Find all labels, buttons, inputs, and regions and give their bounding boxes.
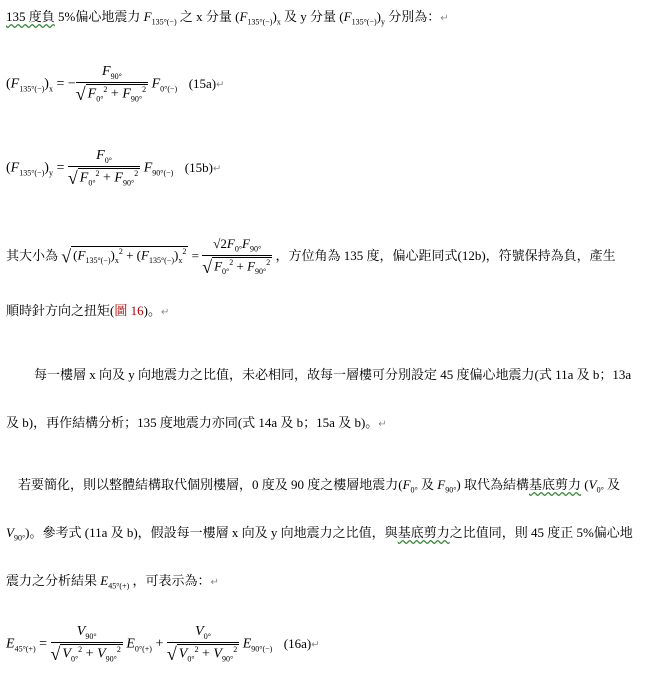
paragraph-ratio-cont: 及 b)，再作結構分析；135 度地震力亦同(式 14a 及 b；15a 及 b)。↵ bbox=[6, 415, 387, 430]
paragraph-magnitude: 其大小為 √ $(F_{135^\circ(-)})_x^2 + (F_{135^\circ(-)})_x^2$ = $\frac{√2F_{0^\circ}F_{90^\circ}}{√ F_{0^\circ}^2 + F_{90^\circ}^2}$ ，方位角為 135 度，偏心距同式(12b)，符號保持為負，產生 bbox=[6, 236, 616, 277]
paragraph-simplify: 若要簡化，則以整體結構取代個別樓層，0 度及 90 度之樓層地震力($F_{0^\circ}$ 及 $F_{90^\circ}$) 取代為結構基底剪力 ($V_{0^\circ}$ 及 bbox=[18, 477, 621, 495]
paragraph-intro: 135 度負 5%偏心地震力 $F_{135^\circ(-)}$ 之 x 分量 $(F_{135^\circ(-)})_x$ 及 y 分量 $(F_{135^\circ(-)})_y$ 分別為：↵ bbox=[6, 9, 449, 27]
equation-16a: $E_{45^\circ(+)}$ = $\frac{V_{90^\circ}}{√ V_{0^\circ}^2 + V_{90^\circ}^2}$ $E_{0^\circ(+)}$ + $\frac{V_{0^\circ}}{√ V_{0^\circ}^2 + V_{90^\circ}^2}$ $E_{90^\circ(-)}$ (16a)↵ bbox=[6, 624, 320, 664]
figure-16-link[interactable]: 圖 16 bbox=[114, 303, 144, 318]
paragraph-magnitude-cont: 順時針方向之扭矩(圖 16)。↵ bbox=[6, 303, 170, 318]
paragraph-ratio: 每一樓層 x 向及 y 向地震力之比值，未必相同，故每一層樓可分別設定 45 度偏心地震力(式 11a 及 b；13a bbox=[34, 367, 632, 382]
equation-15a-label: (15a) bbox=[188, 75, 217, 91]
equation-15b-label: (15b) bbox=[184, 159, 213, 175]
paragraph-simplify-cont: $V_{90^\circ}$)。參考式 (11a 及 b)，假設每一樓層 x 向及 y 向地震力之比值，與基底剪力之比值同，則 45 度正 5%偏心地 bbox=[6, 525, 633, 543]
equation-15a: $(F_{135^\circ(-)})_x$ = − $\frac{F_{90^\circ}}{√ F_{0^\circ}^2 + F_{90^\circ}^2}$ $F_{0^\circ(-)}$ (15a)↵ bbox=[6, 64, 225, 104]
equation-15b: $(F_{135^\circ(-)})_y$ = $\frac{F_{0^\circ}}{√ F_{0^\circ}^2 + F_{90^\circ}^2}$ $F_{90^\circ(-)}$ (15b)↵ bbox=[6, 148, 222, 188]
equation-16a-label: (16a) bbox=[283, 635, 312, 651]
paragraph-simplify-end: 震力之分析結果 $E_{45^\circ(+)}$ ，可表示為：↵ bbox=[6, 573, 219, 591]
